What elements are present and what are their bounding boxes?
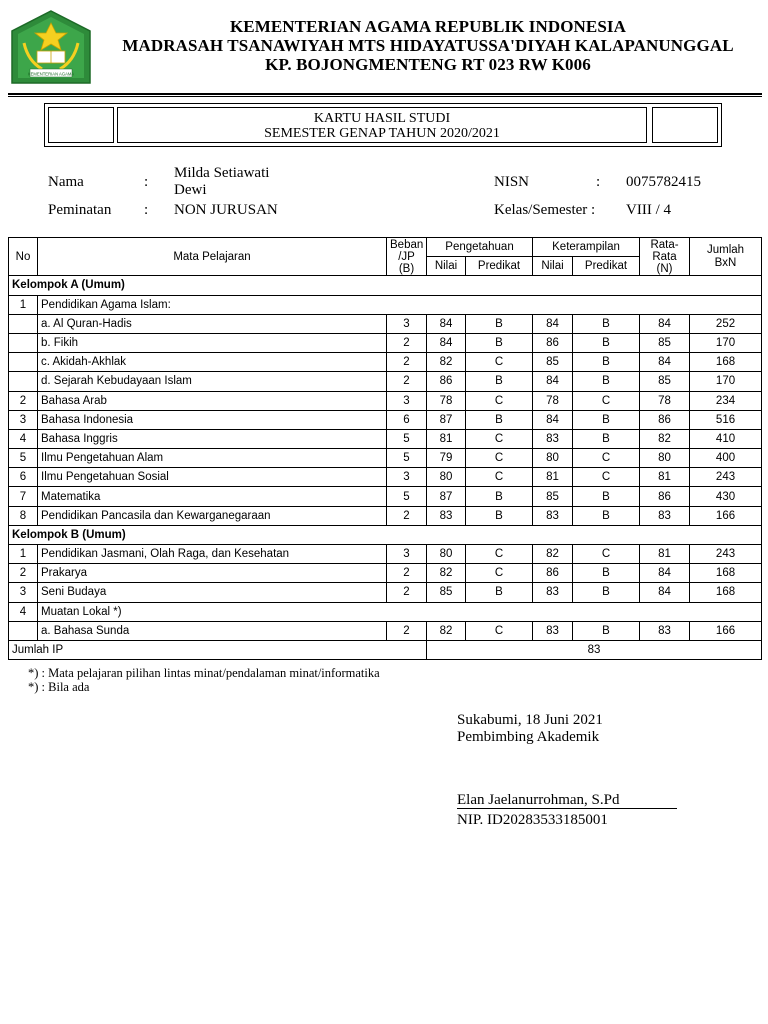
peng-predikat: C [466,564,533,583]
peng-nilai: 87 [427,410,466,429]
ket-nilai: 85 [533,353,573,372]
logo-text: KEMENTERIAN AGAMA [27,71,75,77]
grades-body-b [9,525,762,640]
rata-rata: 81 [640,468,690,487]
rata-rata: 82 [640,429,690,448]
col-pengetahuan: Pengetahuan [427,238,533,257]
group-b-label: Kelompok B (Umum) [9,525,762,544]
subject-beban: 2 [387,353,427,372]
col-ket-nilai: Nilai [533,257,573,276]
subject-beban: 2 [387,583,427,602]
subject-row [9,314,762,333]
jumlah-ip-row [9,640,762,659]
semester-title: SEMESTER GENAP TAHUN 2020/2021 [264,126,500,141]
nama-colon: : [144,174,149,190]
sign-role: Pembimbing Akademik [457,729,600,745]
jumlah-bxn: 400 [690,449,762,468]
sign-nip: NIP. ID20283533185001 [457,812,608,828]
kelas-value: VIII / 4 [626,202,671,218]
subject-name: b. Fikih [38,333,387,352]
peng-predikat: B [466,583,533,602]
peng-predikat: B [466,506,533,525]
subject-beban: 2 [387,333,427,352]
col-beban-l2: /JP [398,250,415,263]
peng-nilai: 83 [427,506,466,525]
jumlah-ip-label: Jumlah IP [9,640,427,659]
jumlah-bxn: 168 [690,564,762,583]
subject-row [9,372,762,391]
ket-nilai: 84 [533,372,573,391]
col-peng-predikat: Predikat [466,257,533,276]
subject-no: 4 [9,429,38,448]
peng-nilai: 82 [427,353,466,372]
subject-no [9,372,38,391]
subject-row [9,449,762,468]
jumlah-bxn: 170 [690,372,762,391]
peng-predikat: B [466,372,533,391]
peng-nilai: 85 [427,583,466,602]
subject-no: 8 [9,506,38,525]
peng-predikat: C [466,449,533,468]
col-beban [387,238,427,276]
subject-no: 3 [9,410,38,429]
col-rata-l1: Rata- [650,238,679,251]
subject-name: Bahasa Inggris [38,429,387,448]
ket-predikat: B [573,353,640,372]
subject-no: 1 [9,545,38,564]
jumlah-bxn: 166 [690,621,762,640]
header-address: KP. BOJONGMENTENG RT 023 RW K006 [265,55,591,74]
header-rule-thick [8,93,762,95]
subject-no [9,333,38,352]
ket-predikat: B [573,583,640,602]
subject-row [9,333,762,352]
footnote-2: *) : Bila ada [28,680,90,694]
subject-name: Bahasa Arab [38,391,387,410]
rata-rata: 85 [640,372,690,391]
col-mapel: Mata Pelajaran [38,238,387,276]
kemenag-logo [10,9,92,85]
peminatan-value: NON JURUSAN [174,202,278,218]
peminatan-colon: : [144,202,149,218]
subject-beban: 3 [387,468,427,487]
subject-name: a. Al Quran-Hadis [38,314,387,333]
subject-no: 3 [9,583,38,602]
peng-nilai: 82 [427,564,466,583]
col-beban-l3: (B) [398,262,415,275]
subject-row [9,487,762,506]
peng-nilai: 79 [427,449,466,468]
rata-rata: 84 [640,583,690,602]
subject-no: 7 [9,487,38,506]
col-beban-l1: Beban [390,238,424,251]
subject-row [9,621,762,640]
ket-predikat: B [573,564,640,583]
ket-predikat: B [573,487,640,506]
jumlah-bxn: 243 [690,545,762,564]
col-jumlah-l2: BxN [714,256,737,269]
signature-line [457,808,677,809]
rata-rata: 78 [640,391,690,410]
ket-nilai: 83 [533,506,573,525]
subject-beban: 5 [387,487,427,506]
peng-predikat: B [466,410,533,429]
nisn-colon: : [596,174,601,190]
ket-predikat: B [573,429,640,448]
ket-predikat: B [573,314,640,333]
rata-rata: 85 [640,333,690,352]
jumlah-bxn: 243 [690,468,762,487]
subject-no [9,314,38,333]
grades-table [8,237,762,660]
peng-predikat: C [466,621,533,640]
jumlah-bxn: 252 [690,314,762,333]
ket-predikat: B [573,506,640,525]
nisn-label: NISN [494,174,530,190]
group-row [9,525,762,544]
peng-nilai: 78 [427,391,466,410]
col-peng-nilai: Nilai [427,257,466,276]
peng-nilai: 80 [427,468,466,487]
jumlah-bxn: 234 [690,391,762,410]
peng-predikat: C [466,468,533,487]
subject-name: a. Bahasa Sunda [38,621,387,640]
rata-rata: 80 [640,449,690,468]
subject-no [9,353,38,372]
subject-no: 4 [9,602,38,621]
ket-predikat: B [573,333,640,352]
ket-nilai: 81 [533,468,573,487]
rata-rata: 86 [640,410,690,429]
document-title: KARTU HASIL STUDI [313,111,451,126]
rata-rata: 84 [640,564,690,583]
jumlah-bxn: 166 [690,506,762,525]
subject-name: Matematika [38,487,387,506]
jumlah-bxn: 168 [690,353,762,372]
jumlah-bxn: 516 [690,410,762,429]
subject-name: Bahasa Indonesia [38,410,387,429]
subject-beban: 3 [387,545,427,564]
subject-beban: 2 [387,564,427,583]
subject-name: Ilmu Pengetahuan Alam [38,449,387,468]
peng-nilai: 80 [427,545,466,564]
subject-beban: 3 [387,391,427,410]
peng-predikat: C [466,353,533,372]
header-school: MADRASAH TSANAWIYAH MTS HIDAYATUSSA'DIYAH KALAPANUNGGAL [122,36,734,55]
jumlah-bxn: 168 [690,583,762,602]
subject-name: Prakarya [38,564,387,583]
sign-name: Elan Jaelanurrohman, S.Pd [457,792,620,808]
subject-row [9,564,762,583]
grades-total [9,640,762,659]
peng-predikat: C [466,429,533,448]
jumlah-bxn: 430 [690,487,762,506]
subject-beban: 5 [387,429,427,448]
footnote-1: *) : Mata pelajaran pilihan lintas minat/pendalaman minat/informatika [28,666,380,680]
peng-nilai: 87 [427,487,466,506]
subject-row [9,583,762,602]
col-no: No [9,238,38,276]
nama-label: Nama [48,174,84,190]
subject-row [9,545,762,564]
ket-nilai: 80 [533,449,573,468]
peng-predikat: B [466,333,533,352]
subject-beban: 6 [387,410,427,429]
subject-group-name: Muatan Lokal *) [38,602,762,621]
subject-no: 6 [9,468,38,487]
ket-predikat: C [573,468,640,487]
peng-predikat: B [466,314,533,333]
ket-predikat: B [573,410,640,429]
subject-no: 5 [9,449,38,468]
ket-predikat: C [573,449,640,468]
rata-rata: 83 [640,506,690,525]
kelas-label: Kelas/Semester : [494,202,596,218]
jumlah-bxn: 410 [690,429,762,448]
header-ministry: KEMENTERIAN AGAMA REPUBLIK INDONESIA [229,17,627,36]
ket-predikat: C [573,545,640,564]
peng-nilai: 82 [427,621,466,640]
col-jumlah-l1: Jumlah [706,243,745,256]
col-rata [640,238,690,276]
subject-no: 2 [9,391,38,410]
ket-nilai: 82 [533,545,573,564]
ket-nilai: 83 [533,429,573,448]
title-box-left [48,107,114,143]
rata-rata: 81 [640,545,690,564]
peng-nilai: 86 [427,372,466,391]
subject-row [9,506,762,525]
ket-nilai: 83 [533,621,573,640]
peng-predikat: C [466,391,533,410]
nisn-value: 0075782415 [626,174,701,190]
group-a-label: Kelompok A (Umum) [9,276,762,295]
subject-name: Ilmu Pengetahuan Sosial [38,468,387,487]
sign-place-date: Sukabumi, 18 Juni 2021 [457,712,603,728]
ket-nilai: 86 [533,333,573,352]
ket-nilai: 78 [533,391,573,410]
peng-nilai: 81 [427,429,466,448]
subject-row [9,429,762,448]
col-keterampilan: Keterampilan [533,238,640,257]
peminatan-label: Peminatan [48,202,112,218]
subject-name: d. Sejarah Kebudayaan Islam [38,372,387,391]
ket-predikat: C [573,391,640,410]
nama-value-line1: Milda Setiawati [174,165,270,181]
col-ket-predikat: Predikat [573,257,640,276]
jumlah-ip-value: 83 [427,640,762,659]
peng-nilai: 84 [427,333,466,352]
subject-no: 2 [9,564,38,583]
subject-beban: 2 [387,506,427,525]
ket-nilai: 84 [533,410,573,429]
subject-name: Pendidikan Pancasila dan Kewarganegaraan [38,506,387,525]
jumlah-bxn: 170 [690,333,762,352]
subject-row [9,602,762,621]
subject-no: 1 [9,295,38,314]
subject-beban: 2 [387,372,427,391]
ket-nilai: 83 [533,583,573,602]
peng-predikat: B [466,487,533,506]
rata-rata: 83 [640,621,690,640]
nama-value-line2: Dewi [174,182,207,198]
subject-name: c. Akidah-Akhlak [38,353,387,372]
col-rata-l3: (N) [656,262,673,275]
ket-predikat: B [573,621,640,640]
rata-rata: 84 [640,353,690,372]
ket-nilai: 84 [533,314,573,333]
subject-row [9,391,762,410]
title-box-right [652,107,718,143]
group-row [9,276,762,295]
ket-predikat: B [573,372,640,391]
subject-group-name: Pendidikan Agama Islam: [38,295,762,314]
subject-name: Pendidikan Jasmani, Olah Raga, dan Kesehatan [38,545,387,564]
subject-row [9,295,762,314]
col-rata-l2: Rata [652,250,677,263]
subject-row [9,353,762,372]
title-box [44,103,722,147]
peng-predikat: C [466,545,533,564]
ket-nilai: 86 [533,564,573,583]
ket-nilai: 85 [533,487,573,506]
subject-no [9,621,38,640]
subject-row [9,468,762,487]
header-rule-thin [8,96,762,97]
subject-name: Seni Budaya [38,583,387,602]
col-jumlah [690,238,762,276]
subject-beban: 3 [387,314,427,333]
rata-rata: 86 [640,487,690,506]
subject-row [9,410,762,429]
grades-body [9,276,762,525]
peng-nilai: 84 [427,314,466,333]
subject-beban: 2 [387,621,427,640]
rata-rata: 84 [640,314,690,333]
subject-beban: 5 [387,449,427,468]
title-box-center [117,107,647,143]
